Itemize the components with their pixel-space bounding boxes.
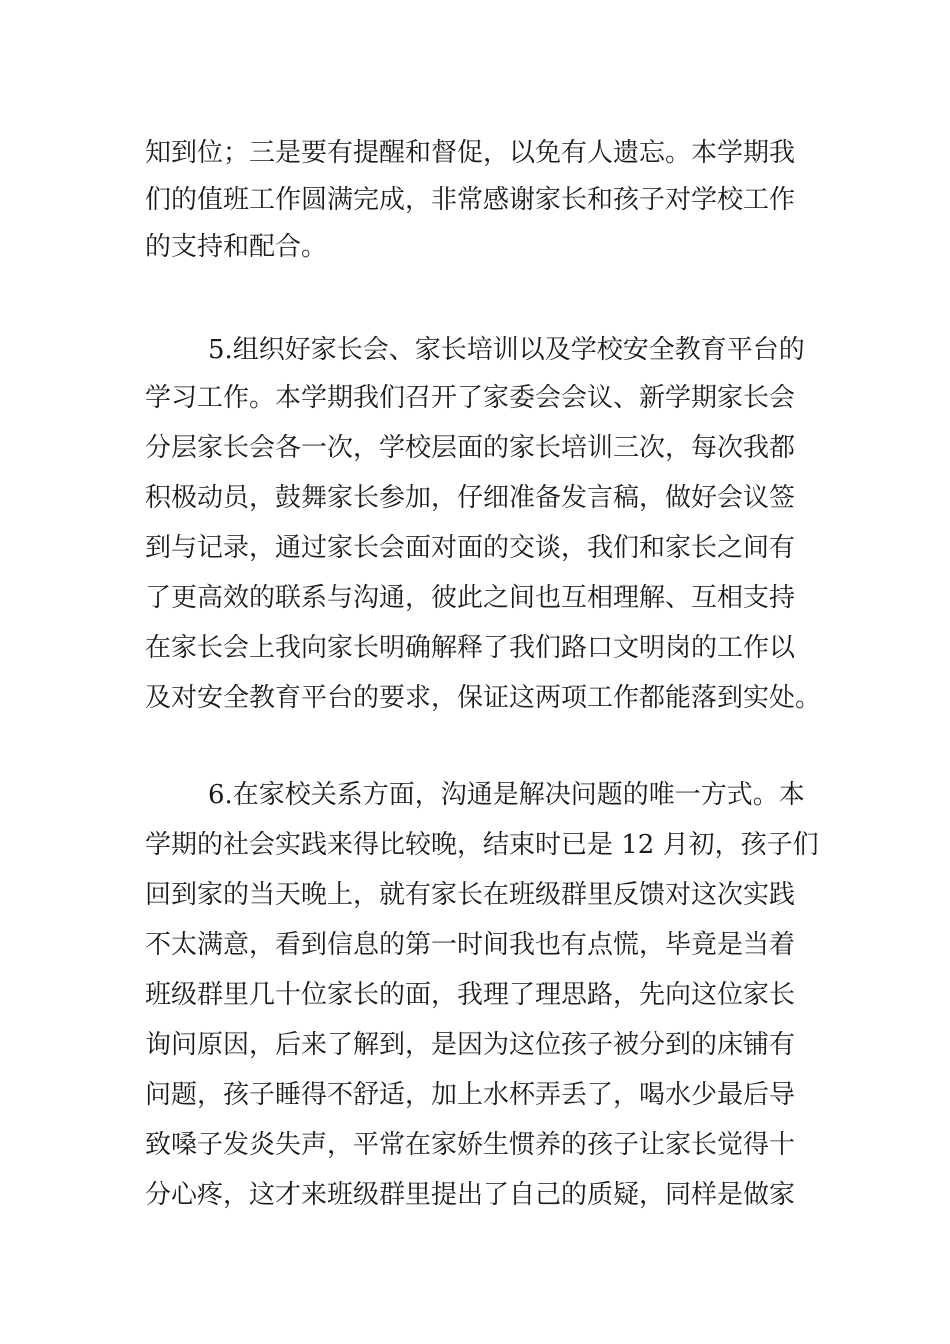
paragraph-2-line-5: 到与记录，通过家长会面对面的交谈，我们和家长之间有 xyxy=(145,533,796,563)
paragraph-3-line-8: 致嗓子发炎失声，平常在家娇生惯养的孩子让家长觉得十 xyxy=(145,1130,796,1160)
paragraph-3-line-5: 班级群里几十位家长的面，我理了理思路，先向这位家长 xyxy=(145,980,796,1010)
paragraph-1-line-3: 的支持和配合。 xyxy=(145,232,328,262)
paragraph-2-line-7: 在家长会上我向家长明确解释了我们路口文明岗的工作以 xyxy=(145,633,796,663)
paragraph-3-line-1: 6.在家校关系方面，沟通是解决问题的唯一方式。本 xyxy=(208,780,805,810)
paragraph-1-line-2: 们的值班工作圆满完成，非常感谢家长和孩子对学校工作 xyxy=(145,185,796,215)
paragraph-2-line-3: 分层家长会各一次，学校层面的家长培训三次，每次我都 xyxy=(145,433,796,463)
paragraph-2-line-4: 积极动员，鼓舞家长参加，仔细准备发言稿，做好会议签 xyxy=(145,483,796,513)
paragraph-2-line-6: 了更高效的联系与沟通，彼此之间也互相理解、互相支持 xyxy=(145,583,796,613)
paragraph-1-line-1: 知到位；三是要有提醒和督促，以免有人遗忘。本学期我 xyxy=(145,138,796,168)
paragraph-3-line-7: 问题，孩子睡得不舒适，加上水杯弄丢了，喝水少最后导 xyxy=(145,1080,796,1110)
paragraph-3-line-9: 分心疼，这才来班级群里提出了自己的质疑，同样是做家 xyxy=(145,1180,796,1210)
paragraph-2-line-2: 学习工作。本学期我们召开了家委会会议、新学期家长会 xyxy=(145,383,796,413)
paragraph-3-line-6: 询问原因，后来了解到，是因为这位孩子被分到的床铺有 xyxy=(145,1030,796,1060)
paragraph-3-line-2: 学期的社会实践来得比较晚，结束时已是 12 月初，孩子们 xyxy=(145,830,819,860)
paragraph-3-line-3: 回到家的当天晚上，就有家长在班级群里反馈对这次实践 xyxy=(145,880,796,910)
paragraph-3-line-4: 不太满意，看到信息的第一时间我也有点慌，毕竟是当着 xyxy=(145,930,796,960)
paragraph-2-line-1: 5.组织好家长会、家长培训以及学校安全教育平台的 xyxy=(208,335,805,365)
paragraph-2-line-8: 及对安全教育平台的要求，保证这两项工作都能落到实处。 xyxy=(145,683,822,713)
